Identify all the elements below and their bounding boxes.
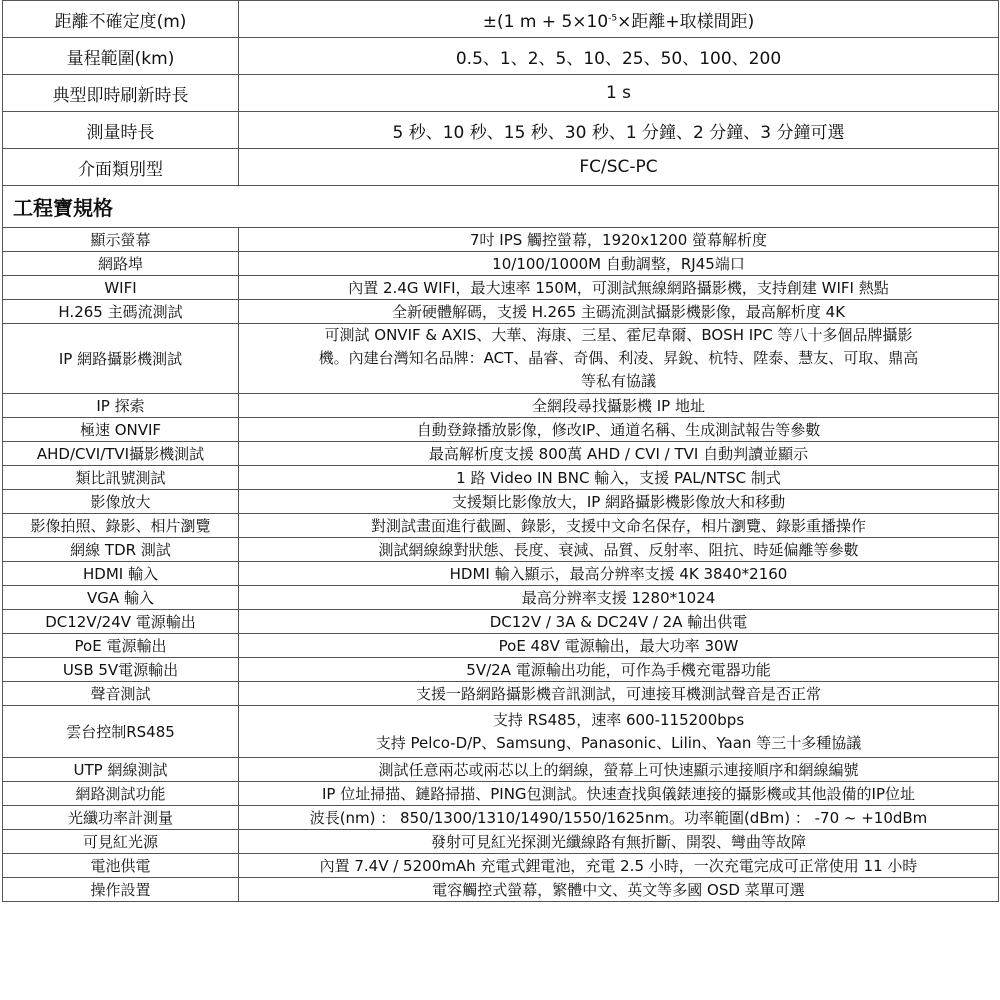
row-value: 1 路 Video IN BNC 輸入，支援 PAL/NTSC 制式 [239, 466, 999, 490]
table-row [3, 806, 999, 830]
row-value: 最高解析度支援 800萬 AHD / CVI / TVI 自動判讀並顯示 [239, 442, 999, 466]
table-row [3, 830, 999, 854]
table-row [3, 228, 999, 252]
row-label: 網路埠 [3, 252, 239, 276]
row-value-line: 等私有協議 [580, 372, 656, 390]
row-value: 0.5、1、2、5、10、25、50、100、200 [239, 38, 999, 75]
row-value [239, 1, 999, 38]
table-row [3, 562, 999, 586]
row-label: UTP 網線測試 [3, 758, 239, 782]
row-value: 最高分辨率支援 1280*1024 [239, 586, 999, 610]
row-label: 電池供電 [3, 854, 239, 878]
row-label: 可見紅光源 [3, 830, 239, 854]
table-row [3, 418, 999, 442]
row-value: 10/100/1000M 自動調整，RJ45端口 [239, 252, 999, 276]
section-title: 工程寶規格 [3, 186, 999, 228]
row-label: 網線 TDR 測試 [3, 538, 239, 562]
row-label: USB 5V電源輸出 [3, 658, 239, 682]
row-value [239, 706, 999, 758]
row-label: 聲音測試 [3, 682, 239, 706]
row-label: 影像放大 [3, 490, 239, 514]
row-label: 操作設置 [3, 878, 239, 902]
spec-table-body [3, 1, 999, 902]
table-row [3, 706, 999, 758]
table-row [3, 1, 999, 38]
spec-table [2, 0, 999, 902]
row-label: H.265 主碼流測試 [3, 300, 239, 324]
row-value-line: 支持 Pelco-D/P、Samsung、Panasonic、Lilin、Yaan 等三十多種協議 [375, 733, 862, 752]
row-value: 7吋 IPS 觸控螢幕，1920x1200 螢幕解析度 [239, 228, 999, 252]
value-part: ×距離+取樣間距) [617, 11, 755, 32]
table-row [3, 538, 999, 562]
row-label: 典型即時刷新時長 [3, 75, 239, 112]
row-value: 全新硬體解碼，支援 H.265 主碼流測試攝影機影像，最高解析度 4K [239, 300, 999, 324]
table-row [3, 658, 999, 682]
table-row [3, 300, 999, 324]
table-row [3, 324, 999, 394]
exponent: -5 [608, 12, 618, 23]
row-label: WIFI [3, 276, 239, 300]
row-label: IP 探索 [3, 394, 239, 418]
row-value-line: 機。內建台灣知名品牌：ACT、晶睿、奇偶、利凌、昇銳、杭特、陞泰、慧友、可取、鼎高 [318, 349, 919, 367]
row-label: HDMI 輸入 [3, 562, 239, 586]
row-value: 自動登錄播放影像，修改IP、通道名稱、生成測試報告等參數 [239, 418, 999, 442]
row-value: 波長(nm) ： 850/1300/1310/1490/1550/1625nm。功率範圍(dBm) ： -70 ~ +10dBm [239, 806, 999, 830]
row-label: 顯示螢幕 [3, 228, 239, 252]
row-value: 測試網線線對狀態、長度、衰減、品質、反射率、阻抗、時延偏離等參數 [239, 538, 999, 562]
row-label: DC12V/24V 電源輸出 [3, 610, 239, 634]
table-row [3, 112, 999, 149]
row-value-line: 可測試 ONVIF & AXIS、大華、海康、三星、霍尼韋爾、BOSH IPC 等八十多個品牌攝影 [324, 326, 913, 344]
section-row [3, 186, 999, 228]
row-label: 測量時長 [3, 112, 239, 149]
row-value: 對測試畫面進行截圖、錄影，支援中文命名保存，相片瀏覽、錄影重播操作 [239, 514, 999, 538]
row-label: AHD/CVI/TVI攝影機測試 [3, 442, 239, 466]
row-value: 測試任意兩芯或兩芯以上的網線，螢幕上可快速顯示連接順序和網線編號 [239, 758, 999, 782]
table-row [3, 252, 999, 276]
row-value: IP 位址掃描、鏈路掃描、PING包測試。快速查找與儀錶連接的攝影機或其他設備的IP位址 [239, 782, 999, 806]
table-row [3, 276, 999, 300]
table-row [3, 75, 999, 112]
table-row [3, 758, 999, 782]
row-label: 量程範圍(km) [3, 38, 239, 75]
row-label: VGA 輸入 [3, 586, 239, 610]
row-value: 全網段尋找攝影機 IP 地址 [239, 394, 999, 418]
row-value: 5V/2A 電源輸出功能，可作為手機充電器功能 [239, 658, 999, 682]
row-label: 距離不確定度(m) [3, 1, 239, 38]
row-value: PoE 48V 電源輸出，最大功率 30W [239, 634, 999, 658]
row-label: 極速 ONVIF [3, 418, 239, 442]
row-label: 光纖功率計測量 [3, 806, 239, 830]
row-value-line: 支持 RS485，速率 600-115200bps [492, 710, 745, 729]
table-row [3, 38, 999, 75]
table-row [3, 442, 999, 466]
row-value: 內置 2.4G WIFI，最大速率 150M，可測試無線網路攝影機，支持創建 WIFI 熱點 [239, 276, 999, 300]
row-label: PoE 電源輸出 [3, 634, 239, 658]
row-value: DC12V / 3A & DC24V / 2A 輸出供電 [239, 610, 999, 634]
row-value [239, 324, 999, 394]
row-label: 雲台控制RS485 [3, 706, 239, 758]
row-label: 類比訊號測試 [3, 466, 239, 490]
table-row [3, 149, 999, 186]
table-row [3, 466, 999, 490]
table-row [3, 610, 999, 634]
row-value: 1 s [239, 75, 999, 112]
value-part: ±(1 m + 5×10 [482, 11, 609, 32]
row-label: 介面類別型 [3, 149, 239, 186]
table-row [3, 878, 999, 902]
table-row [3, 490, 999, 514]
table-row [3, 586, 999, 610]
row-value: 5 秒、10 秒、15 秒、30 秒、1 分鐘、2 分鐘、3 分鐘可選 [239, 112, 999, 149]
row-label: 網路測試功能 [3, 782, 239, 806]
table-row [3, 854, 999, 878]
row-value: 內置 7.4V / 5200mAh 充電式鋰電池，充電 2.5 小時，一次充電完成可正常使用 11 小時 [239, 854, 999, 878]
table-row [3, 514, 999, 538]
row-value: HDMI 輸入顯示，最高分辨率支援 4K 3840*2160 [239, 562, 999, 586]
table-row [3, 782, 999, 806]
row-label: 影像拍照、錄影、相片瀏覽 [3, 514, 239, 538]
table-row [3, 682, 999, 706]
row-value: 發射可見紅光探測光纖線路有無折斷、開裂、彎曲等故障 [239, 830, 999, 854]
row-value: FC/SC-PC [239, 149, 999, 186]
row-label: IP 網路攝影機測試 [3, 324, 239, 394]
row-value: 電容觸控式螢幕，繁體中文、英文等多國 OSD 菜單可選 [239, 878, 999, 902]
row-value: 支援類比影像放大，IP 網路攝影機影像放大和移動 [239, 490, 999, 514]
table-row [3, 634, 999, 658]
table-row [3, 394, 999, 418]
row-value: 支援一路網路攝影機音訊測試，可連接耳機測試聲音是否正常 [239, 682, 999, 706]
